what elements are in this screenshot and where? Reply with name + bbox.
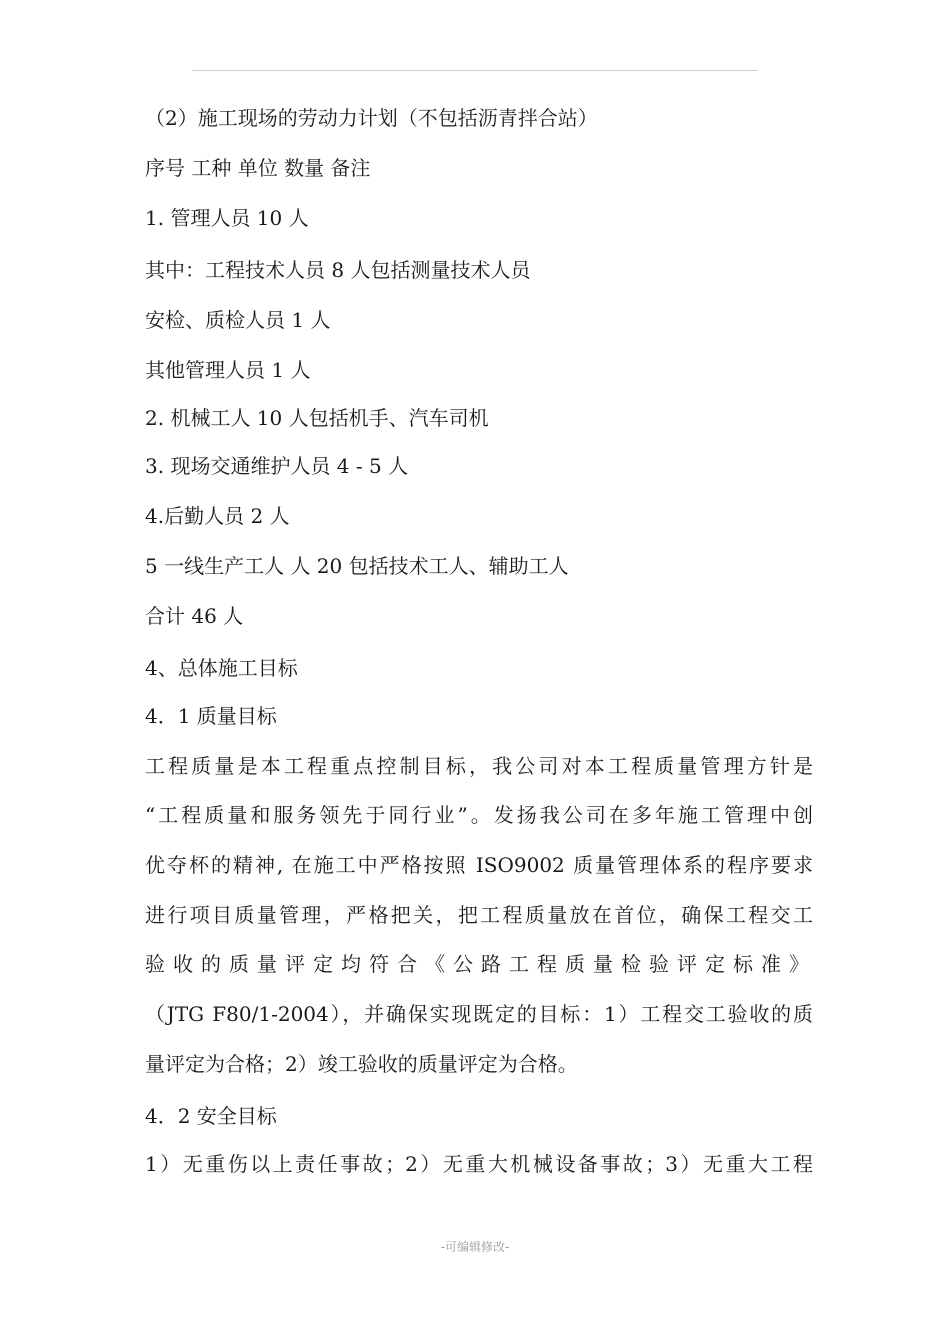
paragraph-line: 优夺杯的精神, 在施工中严格按照 ISO9002 质量管理体系的程序要求 bbox=[145, 853, 813, 877]
paragraph-line: （JTG F80/1-2004），并确保实现既定的目标：1）工程交工验收的质 bbox=[145, 1002, 813, 1026]
list-item: 安检、质检人员 1 人 bbox=[145, 308, 331, 332]
paragraph-line: 1）无重伤以上责任事故；2）无重大机械设备事故；3）无重大工程 bbox=[145, 1152, 813, 1176]
subsection-heading-safety: 4．2 安全目标 bbox=[145, 1104, 277, 1128]
section-heading-labor-plan: （2）施工现场的劳动力计划（不包括沥青拌合站） bbox=[145, 106, 598, 130]
page-footer: -可编辑修改- bbox=[440, 1240, 510, 1254]
paragraph-line: 工程质量是本工程重点控制目标，我公司对本工程质量管理方针是 bbox=[145, 754, 813, 778]
subsection-heading-quality: 4．1 质量目标 bbox=[145, 704, 277, 728]
section-heading-overall-goal: 4、总体施工目标 bbox=[145, 656, 298, 680]
list-item: 其中：工程技术人员 8 人包括测量技术人员 bbox=[145, 258, 531, 282]
list-item: 1. 管理人员 10 人 bbox=[145, 206, 309, 230]
list-item: 4.后勤人员 2 人 bbox=[145, 504, 290, 528]
paragraph-line: 进行项目质量管理，严格把关，把工程质量放在首位，确保工程交工 bbox=[145, 903, 813, 927]
total-line: 合计 46 人 bbox=[145, 604, 244, 628]
paragraph-line: 量评定为合格；2）竣工验收的质量评定为合格。 bbox=[145, 1052, 578, 1076]
list-item: 5 一线生产工人 人 20 包括技术工人、辅助工人 bbox=[145, 554, 569, 578]
list-item: 3. 现场交通维护人员 4 - 5 人 bbox=[145, 454, 409, 478]
list-item: 其他管理人员 1 人 bbox=[145, 358, 311, 382]
list-item: 2. 机械工人 10 人包括机手、汽车司机 bbox=[145, 406, 489, 430]
header-divider bbox=[192, 70, 758, 71]
paragraph-line: 验收的质量评定均符合《公路工程质量检验评定标准》 bbox=[145, 952, 813, 976]
paragraph-line: “工程质量和服务领先于同行业”。发扬我公司在多年施工管理中创 bbox=[145, 803, 813, 827]
table-header-row: 序号 工种 单位 数量 备注 bbox=[145, 156, 371, 180]
